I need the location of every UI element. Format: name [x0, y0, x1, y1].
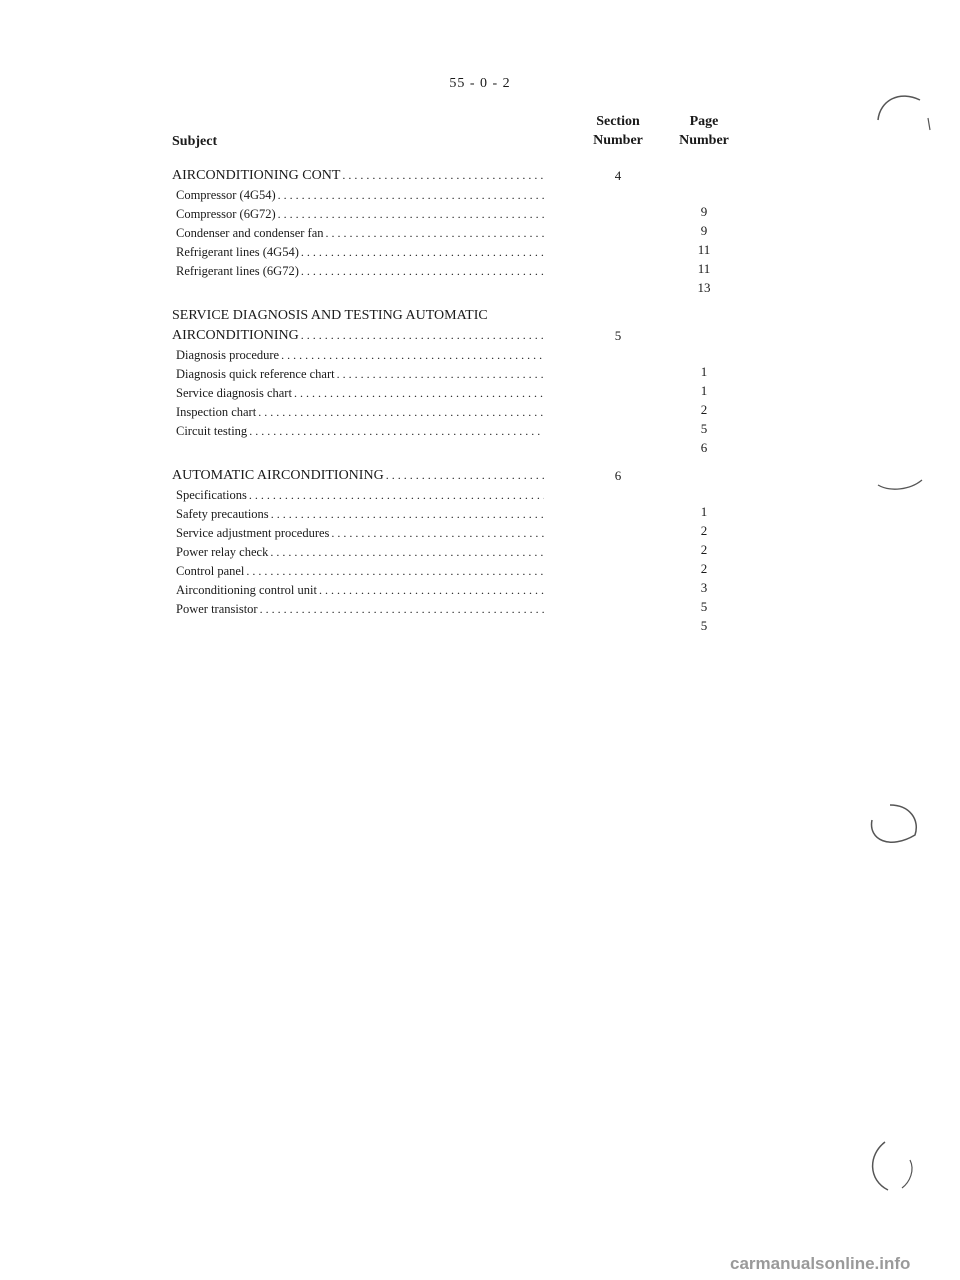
page-number: 55 - 0 - 2 — [449, 76, 511, 91]
dot-leader — [268, 545, 544, 560]
page-number-value: 13 — [697, 280, 711, 295]
dot-leader — [247, 424, 544, 439]
toc-entry — [176, 564, 544, 579]
toc-entry-label: AIRCONDITIONING — [172, 328, 299, 343]
toc-entry — [176, 507, 544, 522]
toc-entry — [176, 348, 544, 363]
toc-entry-label: Diagnosis procedure — [176, 348, 280, 362]
toc-entry-label: Refrigerant lines (4G54) — [176, 245, 299, 259]
toc-entry — [172, 168, 544, 184]
section-header-line2: Number — [593, 133, 643, 148]
toc-entry-label: Diagnosis quick reference chart — [176, 367, 335, 381]
toc-entry — [176, 583, 544, 598]
binder-hole-mark-middle — [870, 450, 930, 500]
toc-entry-label: Control panel — [176, 564, 245, 578]
dot-leader — [247, 488, 544, 503]
toc-entry-label: Airconditioning control unit — [176, 583, 317, 597]
page-number-value: 11 — [697, 242, 711, 257]
toc-entry-label: Inspection chart — [176, 405, 257, 419]
toc-entry-label: Specifications — [176, 488, 247, 502]
binder-hole-mark-lower — [860, 790, 930, 860]
toc-entry — [176, 188, 544, 203]
dot-leader — [292, 386, 544, 401]
dot-leader — [276, 188, 544, 203]
subject-column-header: Subject — [172, 134, 218, 149]
toc-entry-label: Condenser and condenser fan — [176, 226, 324, 240]
dot-leader — [299, 264, 544, 279]
toc-entry — [172, 308, 544, 324]
page-number-value: 1 — [700, 364, 708, 379]
section-number: 4 — [614, 168, 622, 183]
dot-leader — [276, 207, 544, 222]
dot-leader — [317, 583, 544, 598]
toc-entry-label: Power relay check — [176, 545, 269, 559]
toc-entry-label: Circuit testing — [176, 424, 248, 438]
page-header-line1: Page — [689, 114, 719, 129]
toc-entry — [172, 328, 544, 344]
page-number-value: 9 — [700, 223, 708, 238]
toc-entry-label: Compressor (4G54) — [176, 188, 276, 202]
page-number-value: 3 — [700, 580, 708, 595]
toc-entry-label: Refrigerant lines (6G72) — [176, 264, 299, 278]
page-number-column-header — [664, 112, 744, 150]
page-number-value: 6 — [700, 440, 708, 455]
dot-leader — [269, 507, 544, 522]
toc-entry-label: AIRCONDITIONING CONT — [172, 168, 341, 183]
dot-leader — [340, 168, 544, 183]
toc-entry-label: AUTOMATIC AIRCONDITIONING — [172, 468, 384, 483]
toc-entry — [176, 386, 544, 401]
toc-entry — [176, 602, 544, 617]
page-number-value: 11 — [697, 261, 711, 276]
dot-leader — [258, 602, 544, 617]
toc-entry — [176, 405, 544, 420]
dot-leader — [279, 348, 544, 363]
toc-entry — [176, 424, 544, 439]
page-number-value: 2 — [700, 402, 708, 417]
dot-leader — [329, 526, 544, 541]
page-number-value: 2 — [700, 523, 708, 538]
dot-leader — [299, 245, 544, 260]
page-number-value: 9 — [700, 204, 708, 219]
toc-entry-label: Service adjustment procedures — [176, 526, 330, 540]
dot-leader — [244, 564, 544, 579]
toc-entry — [176, 367, 544, 382]
toc-entry — [172, 468, 544, 484]
section-header-line1: Section — [596, 114, 640, 129]
dot-leader — [384, 468, 544, 483]
dot-leader — [335, 367, 544, 382]
dot-leader — [324, 226, 544, 241]
page-number-value: 5 — [700, 618, 708, 633]
dot-leader — [299, 328, 544, 343]
toc-entry-label: SERVICE DIAGNOSIS AND TESTING AUTOMATIC — [172, 308, 488, 323]
binder-hole-mark-bottom — [860, 1130, 930, 1200]
page-number-value: 5 — [700, 421, 708, 436]
toc-entry-label: Compressor (6G72) — [176, 207, 276, 221]
section-number: 6 — [614, 468, 622, 483]
toc-entry-label: Safety precautions — [176, 507, 269, 521]
page-number-value: 2 — [700, 561, 708, 576]
toc-entry-label: Power transistor — [176, 602, 258, 616]
page-number-value: 1 — [700, 504, 708, 519]
toc-entry — [176, 226, 544, 241]
toc-entry — [176, 488, 544, 503]
toc-entry — [176, 245, 544, 260]
toc-entry-label: Service diagnosis chart — [176, 386, 292, 400]
toc-entry — [176, 526, 544, 541]
watermark-text: carmanualsonline.info — [730, 1254, 911, 1273]
page-header-line2: Number — [679, 133, 729, 148]
toc-entry — [176, 545, 544, 560]
dot-leader — [256, 405, 544, 420]
section-number: 5 — [614, 328, 622, 343]
toc-entry — [176, 264, 544, 279]
page-number-value: 5 — [700, 599, 708, 614]
page-number-value: 2 — [700, 542, 708, 557]
binder-hole-mark-top — [870, 80, 940, 150]
toc-entry — [176, 207, 544, 222]
page-number-value: 1 — [700, 383, 708, 398]
section-number-column-header — [578, 112, 658, 150]
